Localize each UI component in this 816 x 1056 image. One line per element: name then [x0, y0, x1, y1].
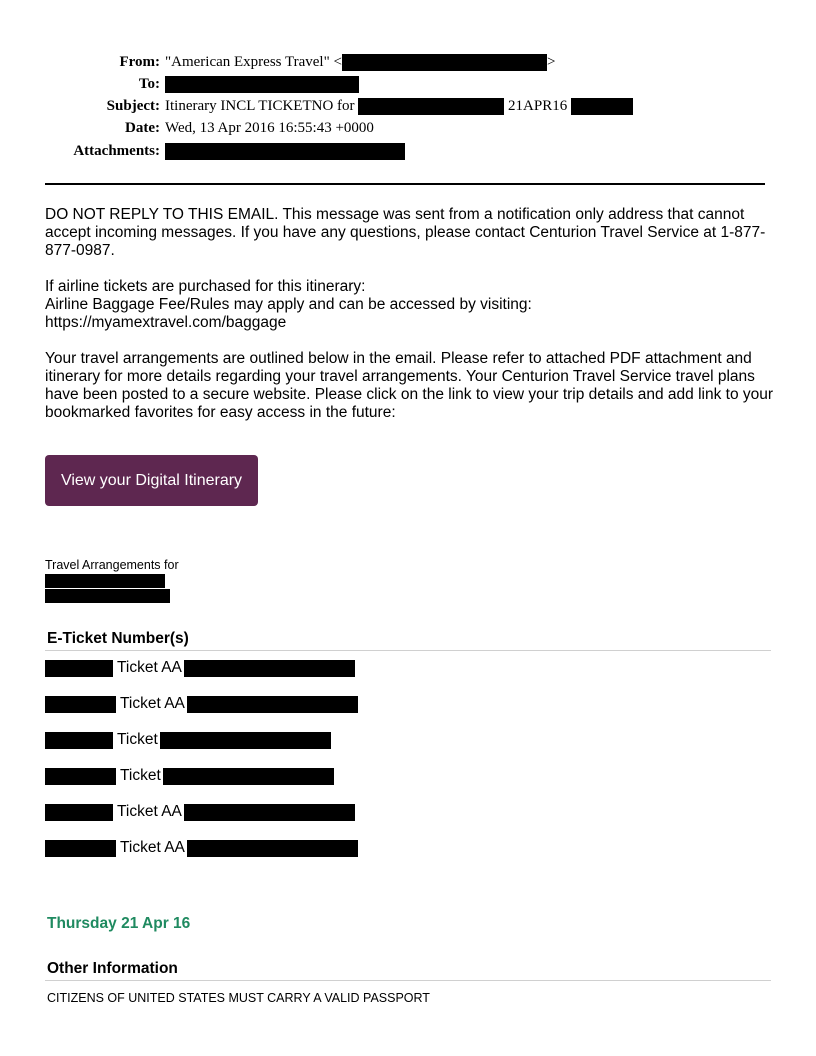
- from-value: [165, 54, 555, 71]
- subject-label: Subject:: [106, 98, 160, 114]
- redacted-ticket-prefix: [45, 840, 116, 857]
- redacted-to: [165, 76, 359, 93]
- from-name: "American Express Travel" <: [165, 54, 342, 70]
- arrangements-text: Your travel arrangements are outlined below in the email. Please refer to attached PDF attachment and itinerary for more details regarding your travel arrangements. Your Centurion Travel Service travel plans have been posted to a secure website. Please click on the link to view your trip details and add link to your bookmarked favorites for easy access in the future:: [45, 350, 774, 421]
- redacted-attachment: [165, 143, 405, 160]
- redacted-ticket-number: [187, 840, 358, 857]
- subject-value: [165, 98, 633, 115]
- other-info-divider: [45, 980, 771, 981]
- subject-date: 21APR16: [508, 98, 568, 114]
- other-info-title: Other Information: [47, 960, 178, 977]
- ticket-label: Ticket AA: [120, 695, 185, 712]
- redacted-ticket-number: [160, 732, 331, 749]
- ticket-row: [45, 659, 355, 677]
- date-value: Wed, 13 Apr 2016 16:55:43 +0000: [165, 120, 374, 136]
- baggage-paragraph: [45, 278, 780, 332]
- notice-paragraph: [45, 206, 780, 260]
- ticket-label: Ticket: [120, 767, 161, 784]
- redacted-ticket-prefix: [45, 768, 116, 785]
- redacted-traveler-1: [45, 574, 165, 588]
- ticket-row: [45, 767, 334, 785]
- redacted-ticket-number: [163, 768, 334, 785]
- redacted-from-email: [342, 54, 547, 71]
- attachments-label: Attachments:: [73, 143, 160, 159]
- redacted-ticket-prefix: [45, 696, 116, 713]
- baggage-link[interactable]: https://myamextravel.com/baggage: [45, 314, 287, 331]
- redacted-subject-suffix: [571, 98, 633, 115]
- ticket-label: Ticket AA: [120, 839, 185, 856]
- header-divider: [45, 183, 765, 185]
- notice-text: DO NOT REPLY TO THIS EMAIL. This message was sent from a notification only address that cannot accept incoming messages. If you have any questions, please contact Centurion Travel Service at 1-877-877-0987.: [45, 206, 766, 259]
- ticket-row: [45, 695, 358, 713]
- from-close: >: [546, 54, 556, 70]
- redacted-subject-name: [358, 98, 504, 115]
- redacted-ticket-number: [187, 696, 358, 713]
- ticket-label: Ticket AA: [117, 803, 182, 820]
- to-value: [165, 76, 359, 93]
- ticket-row: [45, 731, 331, 749]
- day-heading: Thursday 21 Apr 16: [47, 915, 191, 932]
- redacted-ticket-number: [184, 804, 355, 821]
- redacted-ticket-prefix: [45, 732, 113, 749]
- baggage-line-2: Airline Baggage Fee/Rules may apply and can be accessed by visiting:: [45, 296, 532, 313]
- ticket-row: [45, 803, 355, 821]
- ticket-label: Ticket: [117, 731, 158, 748]
- date-label: Date:: [125, 120, 160, 136]
- attachments-value[interactable]: [165, 143, 405, 160]
- ticket-label: Ticket AA: [117, 659, 182, 676]
- from-label: From:: [119, 54, 160, 70]
- baggage-line-1: If airline tickets are purchased for this itinerary:: [45, 278, 366, 295]
- redacted-ticket-number: [184, 660, 355, 677]
- eticket-divider: [45, 650, 771, 651]
- arrangements-paragraph: [45, 350, 780, 422]
- to-label: To:: [138, 76, 160, 92]
- ticket-row: [45, 839, 358, 857]
- view-digital-itinerary-button[interactable]: View your Digital Itinerary: [45, 455, 258, 506]
- redacted-ticket-prefix: [45, 660, 113, 677]
- travel-arrangements-label: Travel Arrangements for: [45, 558, 179, 572]
- redacted-ticket-prefix: [45, 804, 113, 821]
- redacted-traveler-2: [45, 589, 170, 603]
- other-info-text: CITIZENS OF UNITED STATES MUST CARRY A VALID PASSPORT: [47, 991, 430, 1005]
- subject-prefix: Itinerary INCL TICKETNO for: [165, 98, 355, 114]
- eticket-section-title: E-Ticket Number(s): [47, 630, 189, 647]
